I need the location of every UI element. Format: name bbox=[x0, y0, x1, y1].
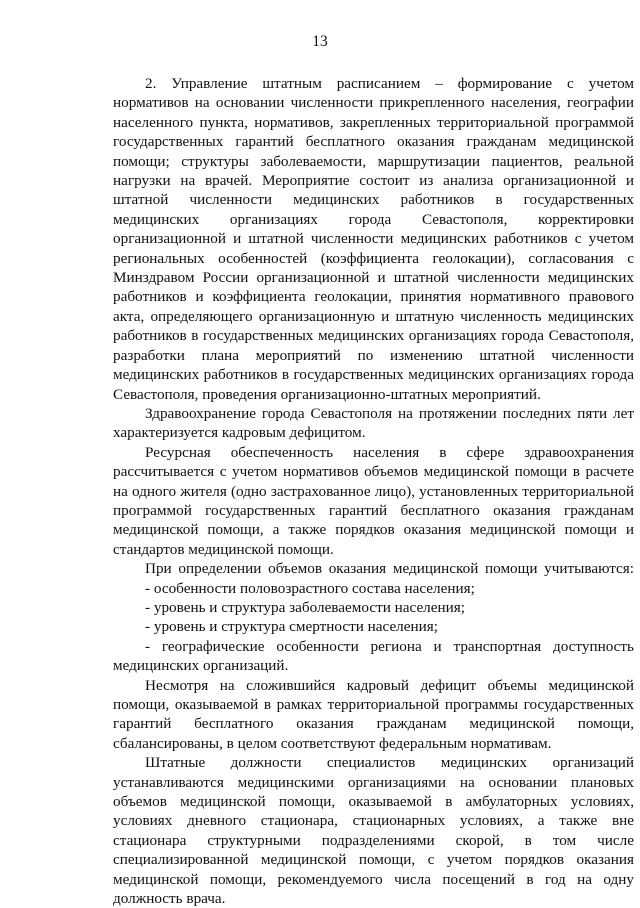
list-item: - уровень и структура заболеваемости населения; bbox=[145, 598, 465, 616]
body-text bbox=[113, 74, 634, 908]
paragraph-resource-provision: Ресурсная обеспеченность населения в сфере здравоохранения рассчитывается с учетом нормативов объемов медицинской помощи в расчете на одного жителя (одно застрахованное лицо), установленных территориальной программой государственных гарантий бесплатного оказания гражданам медицинской помощи, а также порядков оказания медицинской помощи и стандартов медицинской помощи. bbox=[113, 443, 634, 558]
page-number: 13 bbox=[312, 33, 328, 50]
paragraph-volume-balance: Несмотря на сложившийся кадровый дефицит объемы медицинской помощи, оказываемой в рамках территориальной программы государственных гарантий бесплатного оказания гражданам медицинской помощи, сбалансированы, в целом соответствуют федеральным нормативам. bbox=[113, 676, 634, 752]
list-item: - особенности половозрастного состава населения; bbox=[145, 579, 475, 597]
paragraph-staff-deficit: Здравоохранение города Севастополя на протяжении последних пяти лет характеризуется кадровым дефицитом. bbox=[113, 404, 634, 442]
list-item: - уровень и структура смертности населения; bbox=[145, 618, 438, 636]
paragraph-staff-positions: Штатные должности специалистов медицинских организаций устанавливаются медицинскими организациями на основании плановых объемов медицинской помощи, оказываемой в амбулаторных условиях, условиях дневного стационара, стационарных условиях, а также вне стационара структурными подразделениями скорой, в том числе специализированной медицинской помощи, с учетом порядков оказания медицинской помощи, рекомендуемого числа посещений в год на одну должность врача. bbox=[113, 754, 634, 908]
list-item: - географические особенности региона и транспортная доступность медицинских организаций. bbox=[113, 637, 634, 675]
paragraph-staffing-management: 2. Управление штатным расписанием – формирование с учетом нормативов на основании численности прикрепленного населения, географии населенного пункта, нормативов, закрепленных территориальной программой государственных гарантий бесплатного оказания гражданам медицинской помощи; структуры заболеваемости, маршрутизации пациентов, реальной нагрузки на врачей. Мероприятие состоит из анализа организационной и штатной численности медицинских работников в государственных медицинских организациях города Севастополя, корректировки организационной и штатной численности медицинских работников с учетом региональных особенностей (коэффициента геолокации), согласования с Минздравом России организационной и штатной численности медицинских работников и коэффициента геолокации, принятия нормативного правового акта, определяющего организационную и штатную численность медицинских работников в государственных медицинских организациях города Севастополя, разработки плана мероприятий по изменению штатной численности медицинских работников в государственных медицинских организациях города Севастополя, проведения организационно-штатных мероприятий. bbox=[113, 75, 634, 403]
paragraph-volume-determination: При определении объемов оказания медицинской помощи учитываются: bbox=[145, 560, 634, 578]
